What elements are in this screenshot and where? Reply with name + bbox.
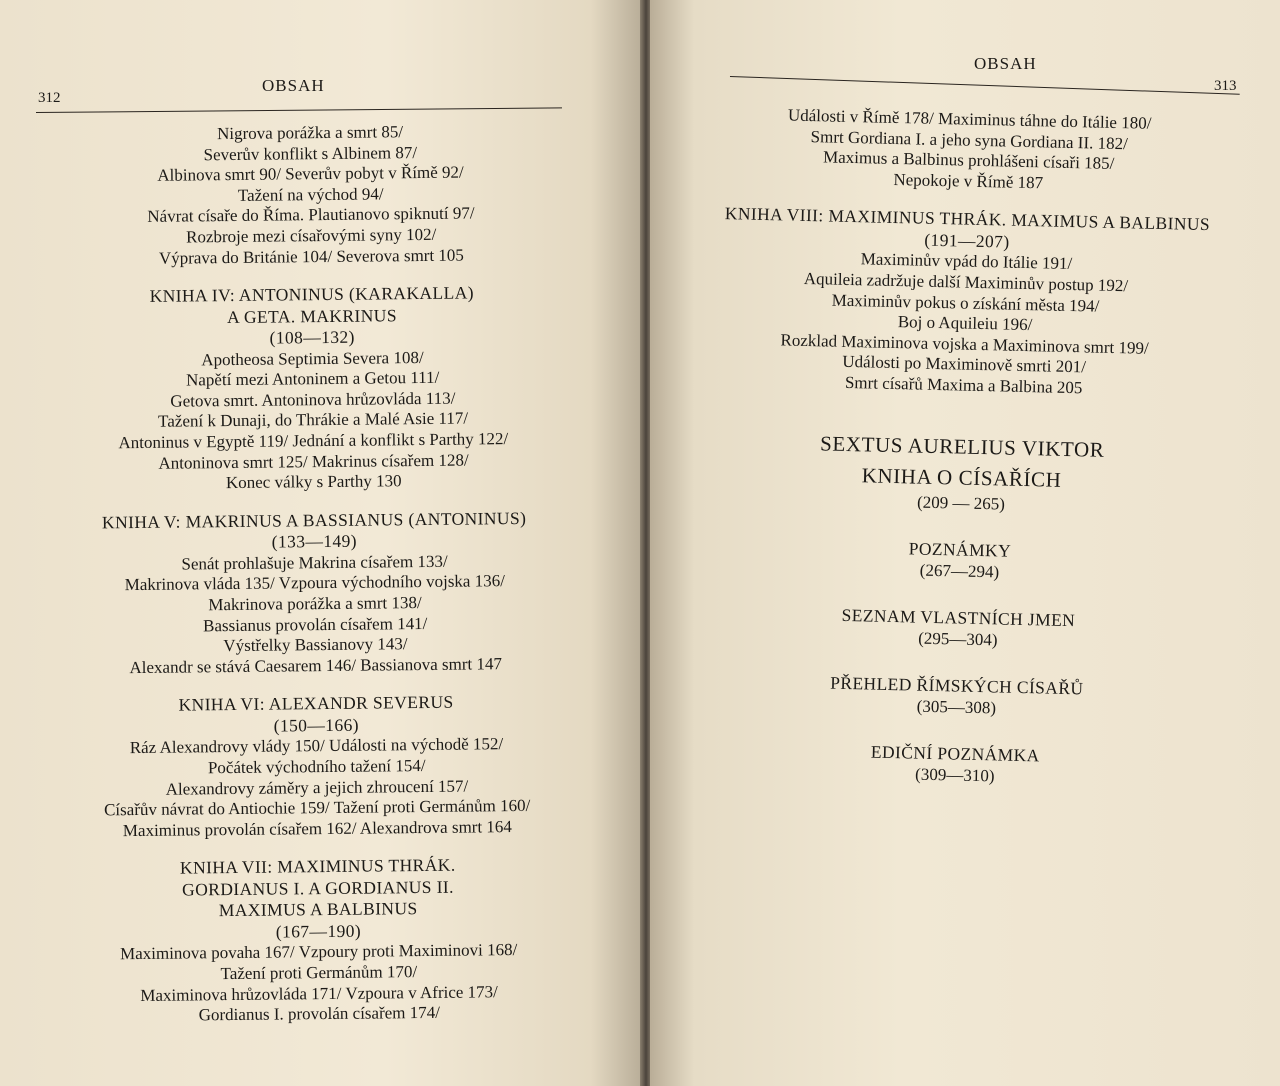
section-title: PŘEHLED ŘÍMSKÝCH CÍSAŘŮ — [830, 672, 1084, 699]
toc-entry: Maximinova hrůzovláda 171/ Vzpoura v Africe 173/ — [140, 981, 498, 1005]
section-pages: (295—304) — [918, 628, 998, 650]
section-block — [706, 670, 1207, 723]
book-heading: KNIHA VII: MAXIMINUS THRÁK. — [179, 855, 456, 878]
book-heading: (108—132) — [269, 326, 355, 348]
toc-entry: Události po Maximinově smrti 201/ — [842, 352, 1087, 377]
toc-entry: Aquileia zadržuje další Maximinův postup 192/ — [803, 268, 1129, 296]
toc-entry: Makrinova porážka a smrt 138/ — [208, 593, 422, 615]
book-heading: (150—166) — [273, 714, 360, 736]
section-title: KNIHA O CÍSAŘÍCH — [861, 462, 1062, 492]
toc-entry: Alexandr se stává Caesarem 146/ Bassianova smrt 147 — [129, 653, 503, 677]
toc-entry: Antoninova smrt 125/ Makrinus císařem 128/ — [158, 450, 469, 473]
toc-entry: Makrinova vláda 135/ Vzpoura východního vojska 136/ — [124, 571, 505, 595]
toc-entry: Albinova smrt 90/ Severův pobyt v Římě 92/ — [157, 162, 464, 185]
toc-entry: Napětí mezi Antoninem a Getou 111/ — [185, 368, 440, 390]
toc-entry: Smrt císařů Maxima a Balbina 205 — [844, 372, 1083, 398]
toc-entry: Smrt Gordiana I. a jeho syna Gordiana II. 182/ — [810, 126, 1129, 153]
toc-entry: Konec války s Parthy 130 — [225, 471, 402, 493]
section-block — [705, 738, 1206, 791]
section-title: POZNÁMKY — [908, 538, 1012, 561]
toc-block — [42, 281, 584, 495]
toc-block — [44, 507, 586, 679]
section-block — [711, 425, 1213, 519]
section-pages: (267—294) — [919, 560, 1000, 582]
toc-entry: Maximinův pokus o získání města 194/ — [831, 290, 1100, 316]
toc-block — [40, 120, 581, 270]
toc-block — [48, 854, 590, 1028]
toc-entry: Nepokoje v Římě 187 — [893, 169, 1044, 193]
contents-column — [704, 104, 1220, 818]
toc-block — [713, 203, 1217, 401]
toc-entry: Antoninus v Egyptě 119/ Jednání a konflikt s Parthy 122/ — [118, 429, 509, 453]
book-heading: GORDIANUS I. A GORDIANUS II. — [182, 876, 454, 900]
toc-entry: Tažení proti Germánům 170/ — [220, 962, 418, 984]
toc-entry: Gordianus I. provolán císařem 174/ — [198, 1002, 441, 1025]
toc-block — [46, 691, 587, 843]
section-block — [708, 602, 1209, 655]
page-number: 313 — [1214, 78, 1237, 94]
toc-entry: Návrat císaře do Říma. Plautianovo spiknutí 97/ — [147, 203, 475, 227]
book-heading: KNIHA VI: ALEXANDR SEVERUS — [178, 692, 454, 715]
running-head: OBSAH — [974, 54, 1037, 73]
toc-entry: Boj o Aquileiu 196/ — [897, 312, 1033, 335]
book-heading: KNIHA VIII: MAXIMINUS THRÁK. MAXIMUS A BALBINUS — [724, 203, 1211, 235]
toc-entry: Severův konflikt s Albinem 87/ — [203, 142, 418, 164]
toc-entry: Maximinus provolán císařem 162/ Alexandrova smrt 164 — [122, 816, 512, 840]
section-title: SEZNAM VLASTNÍCH JMEN — [841, 605, 1076, 631]
toc-entry: Události v Římě 178/ Maximinus táhne do Itálie 180/ — [787, 105, 1152, 133]
book-heading: (191—207) — [924, 229, 1010, 252]
toc-entry: Tažení k Dunaji, do Thrákie a Malé Asie 117/ — [158, 408, 469, 432]
book-heading: MAXIMUS A BALBINUS — [218, 898, 418, 921]
section-title: SEXTUS AURELIUS VIKTOR — [819, 430, 1105, 462]
toc-entry: Výstřelky Bassianovy 143/ — [223, 634, 408, 656]
toc-entry: Apotheosa Septimia Severa 108/ — [201, 347, 424, 369]
book-heading: (133—149) — [271, 531, 358, 552]
toc-entry: Počátek východního tažení 154/ — [207, 755, 426, 778]
section-title: EDIČNÍ POZNÁMKA — [870, 741, 1040, 766]
running-head: OBSAH — [262, 76, 325, 95]
page-number: 312 — [38, 90, 61, 106]
section-pages: (305—308) — [916, 696, 997, 718]
toc-entry: Bassianus provolán císařem 141/ — [202, 613, 428, 635]
toc-entry: Ráz Alexandrovy vlády 150/ Události na východě 152/ — [129, 734, 504, 758]
toc-entry: Maximus a Balbinus prohlášeni císaři 185/ — [822, 147, 1115, 174]
toc-entry: Getova smrt. Antoninova hrůzovláda 113/ — [170, 388, 456, 411]
book-heading: KNIHA IV: ANTONINUS (KARAKALLA) — [149, 282, 475, 307]
toc-entry: Nigrova porážka a smrt 85/ — [216, 122, 404, 144]
section-pages: (209 — 265) — [916, 492, 1006, 514]
contents-column — [40, 120, 590, 1044]
book-heading: (167—190) — [275, 920, 362, 942]
section-block — [709, 534, 1210, 587]
header-rule — [730, 76, 1240, 95]
toc-entry: Maximinův vpád do Itálie 191/ — [860, 249, 1073, 274]
book-heading: KNIHA V: MAKRINUS A BASSIANUS (ANTONINUS) — [101, 507, 527, 533]
toc-block — [718, 104, 1220, 198]
toc-entry: Senát prohlašuje Makrina císařem 133/ — [181, 551, 448, 574]
toc-entry: Maximinova povaha 167/ Vzpoury proti Maximinovi 168/ — [119, 940, 518, 964]
toc-entry: Rozklad Maximinova vojska a Maximinova smrt 199/ — [780, 330, 1149, 358]
toc-entry: Tažení na východ 94/ — [237, 184, 384, 205]
right-page — [650, 0, 1280, 1086]
toc-entry: Rozbroje mezi císařovými syny 102/ — [185, 224, 437, 247]
section-pages: (309—310) — [914, 764, 995, 786]
toc-entry: Alexandrovy záměry a jejich zhroucení 157/ — [165, 776, 469, 799]
book-heading: A GETA. MAKRINUS — [226, 304, 397, 327]
toc-entry: Císařův návrat do Antiochie 159/ Tažení proti Germánům 160/ — [103, 796, 531, 820]
toc-entry: Výprava do Británie 104/ Severova smrt 105 — [158, 245, 464, 268]
header-rule — [36, 107, 562, 113]
